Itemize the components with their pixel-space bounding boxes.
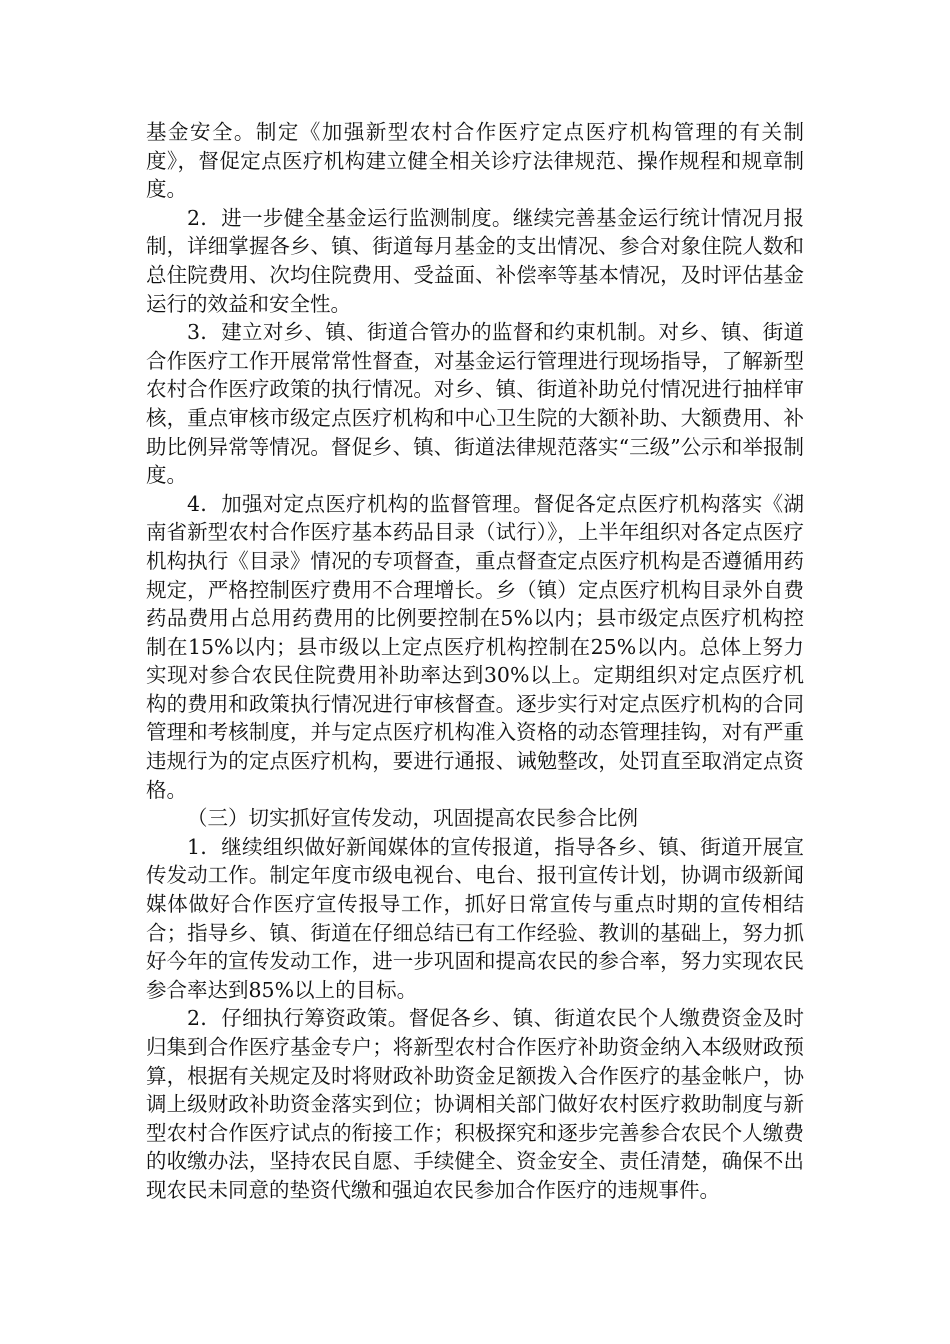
paragraph-funding-policy: 2．仔细执行筹资政策。督促各乡、镇、街道农民个人缴费资金及时归集到合作医疗基金专户；将新型农村合作医疗补助资金纳入本级财政预算，根据有关规定及时将财政补助资金足额拨入合作医疗的基金帐户，协调上级财政补助资金落实到位；协调相关部门做好农村医疗救助制度与新型农村合作医疗试点的衔接工作；积极探究和逐步完善参合农民个人缴费的收缴办法，坚持农民自愿、手续健全、资金安全、责任清楚，确保不出现农民未同意的垫资代缴和强迫农民参加合作医疗的违规事件。 [146, 1006, 804, 1202]
document-body [146, 118, 804, 1205]
paragraph-supervision-mechanism: 3．建立对乡、镇、街道合管办的监督和约束机制。对乡、镇、街道合作医疗工作开展常常性督查，对基金运行管理进行现场指导，了解新型农村合作医疗政策的执行情况。对乡、镇、街道补助兑付情况进行抽样审核，重点审核市级定点医疗机构和中心卫生院的大额补助、大额费用、补助比例异常等情况。督促乡、镇、街道法律规范落实“三级”公示和举报制度。 [146, 320, 804, 488]
paragraph-monitoring-system: 2．进一步健全基金运行监测制度。继续完善基金运行统计情况月报制，详细掌握各乡、镇、街道每月基金的支出情况、参合对象住院人数和总住院费用、次均住院费用、受益面、补偿率等基本情况，及时评估基金运行的效益和安全性。 [146, 205, 804, 316]
paragraph-fund-safety: 基金安全。制定《加强新型农村合作医疗定点医疗机构管理的有关制度》，督促定点医疗机构建立健全相关诊疗法律规范、操作规程和规章制度。 [146, 120, 804, 202]
paragraph-medical-institution-management: 4．加强对定点医疗机构的监督管理。督促各定点医疗机构落实《湖南省新型农村合作医疗基本药品目录（试行）》，上半年组织对各定点医疗机构执行《目录》情况的专项督查，重点督查定点医疗机构是否遵循用药规定，严格控制医疗费用不合理增长。乡（镇）定点医疗机构目录外自费药品费用占总用药费用的比例要控制在5%以内；县市级定点医疗机构控制在15%以内；县市级以上定点医疗机构控制在25%以内。总体上努力实现对参合农民住院费用补助率达到30%以上。定期组织对定点医疗机构的费用和政策执行情况进行审核督查。逐步实行对定点医疗机构的合同管理和考核制度，并与定点医疗机构准入资格的动态管理挂钩，对有严重违规行为的定点医疗机构，要进行通报、诫勉整改，处罚直至取消定点资格。 [146, 491, 804, 802]
paragraph-media-publicity: 1．继续组织做好新闻媒体的宣传报道，指导各乡、镇、街道开展宣传发动工作。制定年度市级电视台、电台、报刊宣传计划，协调市级新闻媒体做好合作医疗宣传报导工作，抓好日常宣传与重点时期的宣传相结合；指导乡、镇、街道在仔细总结已有工作经验、教训的基础上，努力抓好今年的宣传发动工作，进一步巩固和提高农民的参合率，努力实现农民参合率达到85%以上的目标。 [146, 834, 804, 1002]
section-heading-publicity: （三）切实抓好宣传发动，巩固提高农民参合比例 [187, 806, 638, 831]
